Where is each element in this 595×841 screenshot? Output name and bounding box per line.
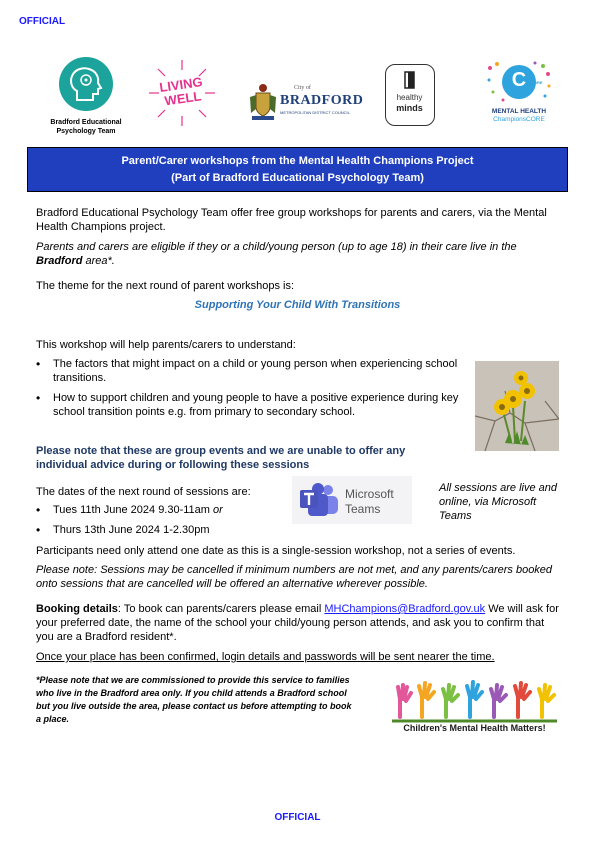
session-dates-list (36, 503, 296, 543)
eligibility-paragraph (36, 240, 561, 268)
flower-cracked-earth-image (475, 361, 559, 451)
bep-caption-line2: Psychology Team (56, 128, 116, 135)
eligibility-pre: Parents and carers are eligible if they or a child/young person (up to age 18) in their care live in the (36, 241, 517, 253)
mhc-line2: ChampionsCORE (493, 116, 545, 123)
session-date-or: or (213, 504, 223, 516)
minds-text: minds (396, 103, 423, 113)
banner-line2: (Part of Bradford Educational Psychology Team) (171, 172, 424, 184)
bep-caption-line1: Bradford Educational (50, 119, 122, 126)
online-sessions-note: All sessions are live and online, via Microsoft Teams (439, 482, 558, 522)
eligibility-post: area*. (82, 255, 115, 267)
living-well-logo (147, 58, 217, 128)
workshop-point: • The factors that might impact on a child or young person when experiencing school transitions. (36, 357, 466, 385)
cmhm-caption: Children's Mental Health Matters! (403, 723, 546, 733)
session-date-1-text: Tues 11th June 2024 9.30-11am (53, 504, 214, 516)
residency-footnote: *Please note that we are commissioned to provide this service to families who live in the Bradford area only. If you child attends a Bradford school but you live outside the area, please contact us before attempting to book a place. (36, 675, 352, 724)
childrens-mental-health-matters-image (392, 677, 557, 739)
theme-intro: The theme for the next round of parent workshops is: (36, 280, 295, 292)
cancellation-paragraph: Please note: Sessions may be cancelled if minimum numbers are not met, and any parents/carers booked onto sessions that are cancelled will be offered an alternative wherever possible. (36, 564, 553, 590)
painted-hands-icon (392, 677, 557, 723)
door-icon (402, 71, 418, 89)
flower-photo (475, 361, 559, 451)
bradford-wordmark: BRADFORD (280, 93, 364, 108)
sessions-lead: The dates of the next round of sessions are: (36, 486, 251, 498)
confirmation-paragraph: Once your place has been confirmed, login details and passwords will be sent nearer the time. (36, 651, 495, 663)
mental-health-champions-logo (485, 60, 553, 130)
official-marking-top: OFFICIAL (19, 16, 66, 27)
living-well-text: LIVING WELL (158, 74, 204, 109)
booking-email-link[interactable]: MHChampions@Bradford.gov.uk (324, 603, 486, 615)
mhc-line1: MENTAL HEALTH (491, 108, 547, 115)
workshop-lead: This workshop will help parents/carers to understand: (36, 339, 296, 351)
bep-logo (42, 55, 130, 137)
official-marking-bottom: OFFICIAL (274, 812, 321, 823)
core-badge: CORE (531, 80, 543, 85)
group-events-notice: Please note that these are group events and we are unable to offer any individual advice during or following these sessions (36, 445, 406, 471)
teams-word-microsoft: Microsoft (345, 487, 394, 501)
workshop-point: • How to support children and young people to have a positive experience during key school transition points e.g. from primary to secondary school. (36, 391, 466, 419)
bep-head-icon (42, 55, 130, 113)
session-date-1 (36, 503, 296, 517)
session-date-2: • Thurs 13th June 2024 1-2.30pm (36, 523, 296, 537)
booking-pre: : To book can parents/carers please email (117, 603, 325, 615)
participants-paragraph: Participants need only attend one date as this is a single-session workshop, not a series of events. (36, 545, 516, 557)
banner-line1: Parent/Carer workshops from the Mental Health Champions Project (121, 155, 474, 167)
healthy-text: healthy (396, 93, 423, 102)
intro-paragraph: Bradford Educational Psychology Team offer free group workshops for parents and carers, via the Mental Health Champions project. (36, 207, 547, 233)
booking-paragraph (36, 602, 561, 644)
title-banner (27, 147, 568, 192)
coat-of-arms-icon (248, 83, 278, 121)
bradford-city-of: City of (294, 85, 311, 91)
eligibility-bold: Bradford (36, 255, 83, 267)
teams-icon (298, 482, 340, 518)
core-letter: C (511, 69, 527, 91)
microsoft-teams-logo (292, 476, 412, 524)
booking-post: We will ask for your preferred date, the name of the school your child/young person attends, and ask you to confirm that you are a Bradford resident*. (36, 603, 559, 643)
workshop-points-list (36, 357, 466, 425)
bradford-council-logo (248, 83, 364, 121)
healthy-minds-logo (385, 64, 435, 126)
theme-title: Supporting Your Child With Transitions (194, 299, 401, 311)
booking-label: Booking details (36, 603, 118, 615)
bradford-council-text: METROPOLITAN DISTRICT COUNCIL (280, 110, 350, 115)
teams-word-teams: Teams (345, 502, 381, 516)
